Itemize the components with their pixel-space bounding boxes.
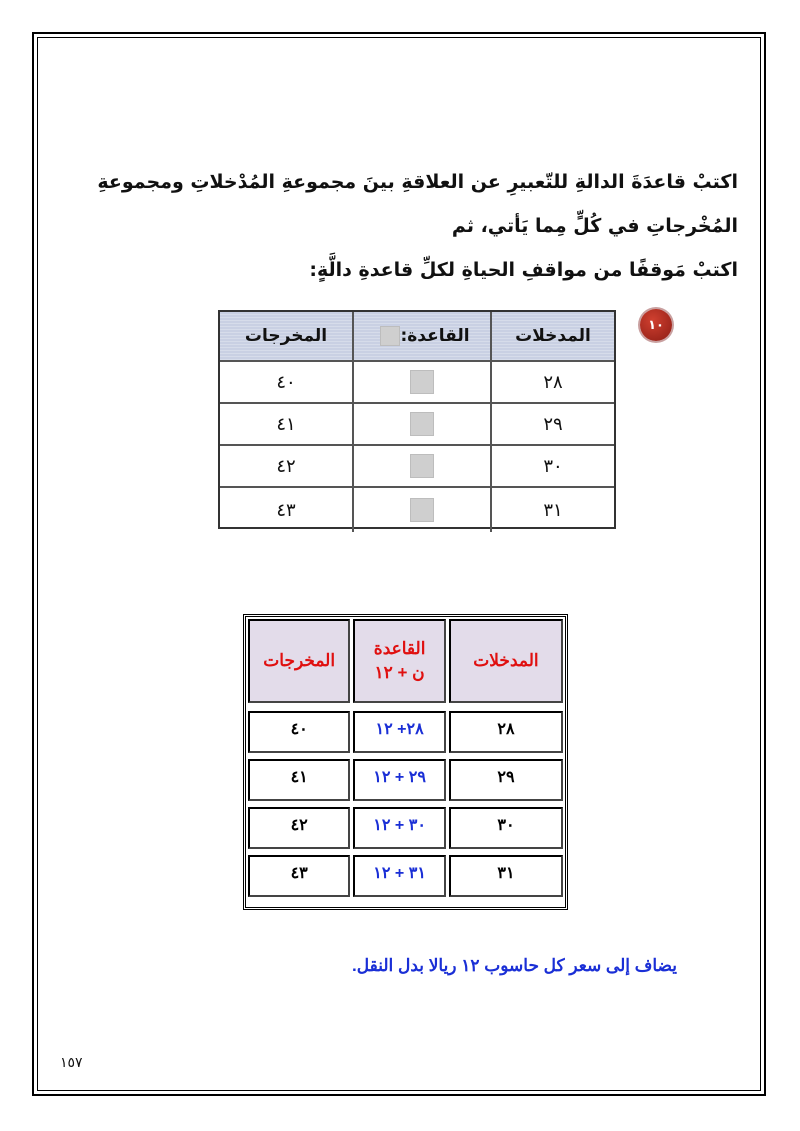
output-cell: ٤١ bbox=[248, 759, 350, 801]
header-inputs: المدخلات bbox=[490, 312, 614, 360]
solution-table bbox=[243, 614, 568, 910]
header-rule-label: القاعدة bbox=[373, 639, 426, 658]
table-row bbox=[248, 855, 563, 897]
answer-text: يضاف إلى سعر كل حاسوب ١٢ ريالا بدل النقل. bbox=[352, 956, 677, 975]
input-cell: ٢٩ bbox=[449, 759, 563, 801]
header-rule bbox=[352, 312, 490, 360]
input-cell: ٢٩ bbox=[490, 404, 614, 444]
rule-cell: ٢٩ + ١٢ bbox=[353, 759, 446, 801]
rule-cell bbox=[352, 362, 490, 402]
instruction-line-2: اكتبْ مَوقفًا من مواقفِ الحياةِ لكلِّ قاعدةِ دالَّةٍ: bbox=[309, 259, 738, 281]
exercise-table-header bbox=[220, 312, 614, 362]
header-rule-label: القاعدة: bbox=[400, 326, 470, 346]
table-row bbox=[220, 446, 614, 488]
rule-placeholder-box bbox=[380, 326, 400, 346]
output-cell: ٤٣ bbox=[276, 499, 296, 521]
input-cell: ٣٠ bbox=[449, 807, 563, 849]
table-row bbox=[248, 807, 563, 849]
header-rule bbox=[353, 619, 446, 703]
input-cell: ٢٨ bbox=[490, 362, 614, 402]
output-cell: ٤١ bbox=[276, 413, 296, 435]
table-row bbox=[220, 488, 614, 532]
rule-placeholder-box bbox=[410, 498, 434, 522]
instruction-line-1: اكتبْ قاعدَةَ الدالةِ للتّعبيرِ عن العلاقةِ بينَ مجموعةِ المُدْخلاتِ ومجموعةِ المُخْرجاتِ في كُلٍّ مِما يَأتي، ثم bbox=[97, 171, 738, 237]
rule-cell: ٣٠ + ١٢ bbox=[353, 807, 446, 849]
output-cell: ٤٠ bbox=[248, 711, 350, 753]
header-inputs: المدخلات bbox=[449, 619, 563, 703]
input-cell: ٣١ bbox=[449, 855, 563, 897]
page-number: ١٥٧ bbox=[60, 1055, 83, 1071]
table-row bbox=[220, 362, 614, 404]
rule-cell: ٣١ + ١٢ bbox=[353, 855, 446, 897]
exercise-table bbox=[218, 310, 616, 529]
input-cell: ٣١ bbox=[490, 488, 614, 532]
output-cell: ٤٠ bbox=[276, 371, 296, 393]
exercise-number-badge: ١٠ bbox=[640, 309, 672, 341]
solution-table-header bbox=[248, 619, 563, 703]
rule-cell bbox=[352, 404, 490, 444]
header-rule-formula: ن + ١٢ bbox=[374, 663, 425, 682]
rule-placeholder-box bbox=[410, 454, 434, 478]
input-cell: ٢٨ bbox=[449, 711, 563, 753]
output-cell: ٤٢ bbox=[276, 455, 296, 477]
rule-placeholder-box bbox=[410, 412, 434, 436]
rule-placeholder-box bbox=[410, 370, 434, 394]
instruction-text bbox=[48, 160, 738, 292]
header-outputs: المخرجات bbox=[244, 326, 328, 346]
input-cell: ٣٠ bbox=[490, 446, 614, 486]
rule-cell bbox=[352, 446, 490, 486]
table-row bbox=[248, 759, 563, 801]
table-row bbox=[220, 404, 614, 446]
rule-cell: ٢٨+ ١٢ bbox=[353, 711, 446, 753]
header-outputs: المخرجات bbox=[248, 619, 350, 703]
output-cell: ٤٢ bbox=[248, 807, 350, 849]
output-cell: ٤٣ bbox=[248, 855, 350, 897]
rule-cell bbox=[352, 488, 490, 532]
table-row bbox=[248, 711, 563, 753]
